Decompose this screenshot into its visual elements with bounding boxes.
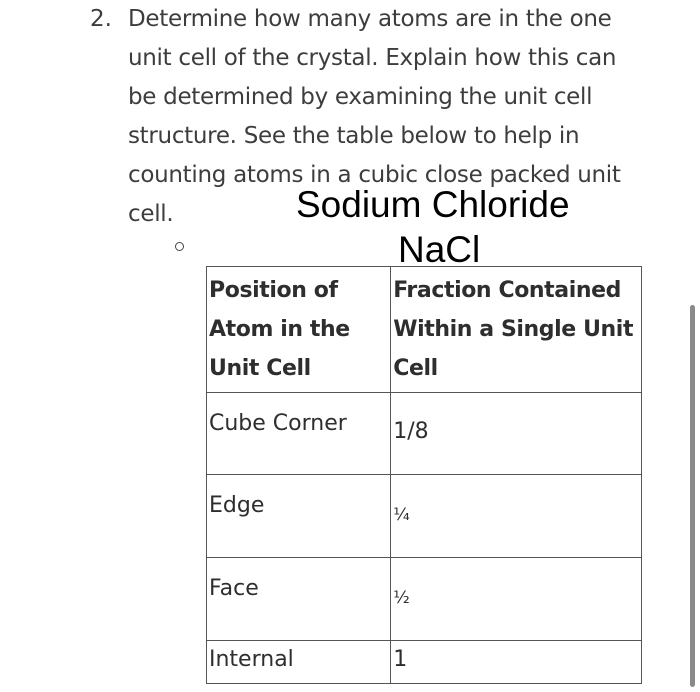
question-line-2: unit cell of the crystal. Explain how this can [128, 45, 617, 71]
header-position [207, 267, 391, 393]
question-line-6: cell. [128, 201, 174, 227]
question-line-1: Determine how many atoms are in the one [128, 6, 612, 32]
row-fraction: 1 [391, 641, 642, 684]
table-row [207, 641, 642, 684]
question-line-4: structure. See the table below to help in [128, 123, 580, 149]
row-fraction: 1/8 [391, 393, 642, 475]
question-number: 2. [90, 6, 112, 32]
annotation-formula: NaCl [398, 229, 481, 270]
header-position-line: Unit Cell [209, 356, 311, 381]
header-fraction-line: Within a Single Unit [393, 317, 634, 342]
row-position: Edge [207, 475, 391, 558]
list-bullet-icon [175, 242, 184, 251]
scrollbar-thumb[interactable] [690, 305, 695, 687]
annotation-title: Sodium Chloride [296, 184, 570, 225]
header-position-line: Position of [209, 278, 338, 303]
table-row [207, 475, 642, 558]
row-fraction-value: ½ [393, 588, 410, 608]
header-position-line: Atom in the [209, 317, 350, 342]
question-line-3: be determined by examining the unit cell [128, 84, 593, 110]
question-line-5: counting atoms in a cubic close packed unit [128, 162, 621, 188]
table-row [207, 393, 642, 475]
table-header-row [207, 267, 642, 393]
header-fraction-line: Cell [393, 356, 438, 381]
row-position: Face [207, 558, 391, 641]
table-row [207, 558, 642, 641]
row-fraction [391, 475, 642, 558]
header-fraction [391, 267, 642, 393]
atom-fraction-table [206, 266, 642, 684]
row-position: Cube Corner [207, 393, 391, 475]
row-fraction-value: ¼ [393, 505, 410, 525]
header-fraction-line: Fraction Contained [393, 278, 622, 303]
row-fraction [391, 558, 642, 641]
row-position: Internal [207, 641, 391, 684]
